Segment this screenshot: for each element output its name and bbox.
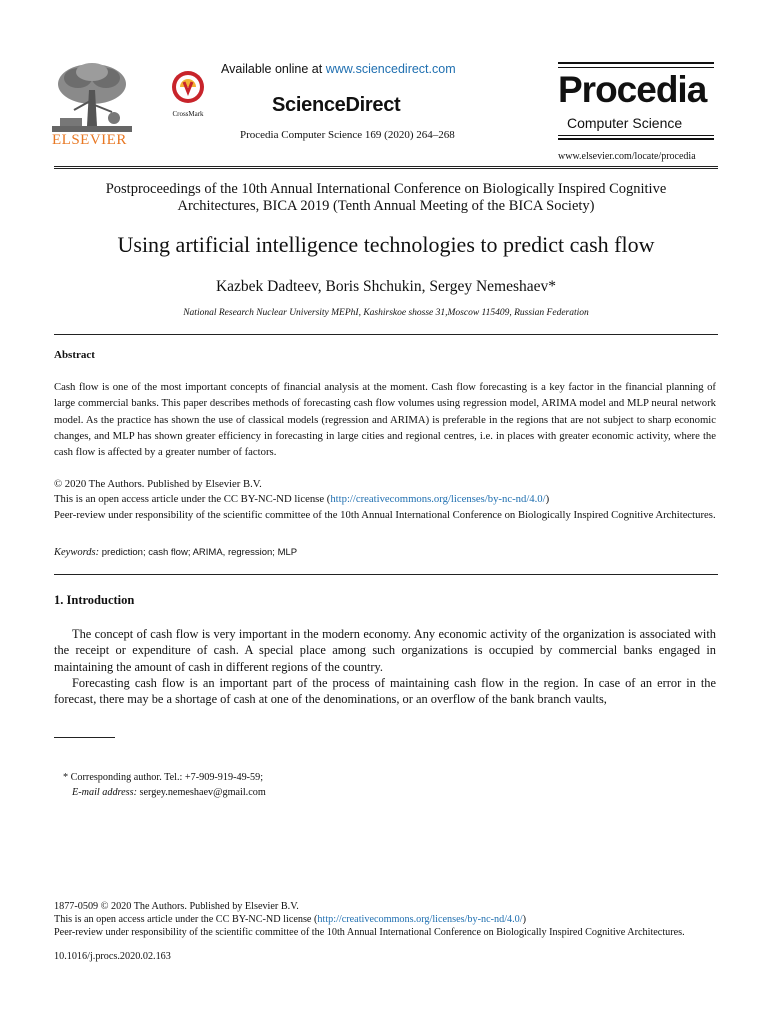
- elsevier-tree-icon: [52, 60, 132, 132]
- procedia-subtitle: Computer Science: [567, 115, 683, 131]
- available-online: [221, 62, 456, 76]
- abstract-license: [54, 493, 549, 505]
- keywords: [54, 547, 297, 558]
- footer-license-link[interactable]: http://creativecommons.org/licenses/by-nc-nd/4.0/: [317, 914, 523, 925]
- email-label: E-mail address:: [72, 787, 137, 798]
- keywords-label: Keywords:: [54, 547, 100, 558]
- footnote-rule: [54, 737, 115, 738]
- header-divider-2: [54, 168, 718, 169]
- abstract-peer-review: Peer-review under responsibility of the scientific committee of the 10th Annual International Conference on Biologically Inspired Cognitive Architectures.: [54, 509, 716, 521]
- footnote-email: [72, 787, 266, 798]
- intro-paragraph-1: The concept of cash flow is very important in the modern economy. Any economic activity of the organization is associated with the receipt or expenditure of cash. A special place among such organizations is occupied by commercial banks engaged in maintaining the amount of cash in different regions of the country.: [54, 627, 716, 674]
- elsevier-wordmark: ELSEVIER: [52, 132, 127, 148]
- conference-line-2: Architectures, BICA 2019 (Tenth Annual Meeting of the BICA Society): [177, 198, 595, 214]
- sciencedirect-link[interactable]: www.sciencedirect.com: [325, 62, 456, 76]
- footer-doi[interactable]: 10.1016/j.procs.2020.02.163: [54, 951, 171, 962]
- email-address[interactable]: sergey.nemeshaev@gmail.com: [137, 787, 266, 798]
- keywords-list: prediction; cash flow; ARIMA, regression; MLP: [99, 547, 298, 558]
- header-divider: [54, 166, 718, 167]
- footer-license-suffix: ): [522, 914, 527, 925]
- abstract-copyright: © 2020 The Authors. Published by Elsevier B.V.: [54, 478, 262, 490]
- crossmark-badge[interactable]: [166, 70, 210, 118]
- conference-line-1: Postproceedings of the 10th Annual International Conference on Biologically Inspired Cognitive: [105, 181, 667, 197]
- abstract-top-rule: [54, 334, 718, 335]
- abstract-heading: Abstract: [54, 349, 95, 361]
- abstract-license-link[interactable]: http://creativecommons.org/licenses/by-nc-nd/4.0/: [330, 493, 546, 505]
- abstract-body: Cash flow is one of the most important concepts of financial analysis at the moment. Cash flow forecasting is a key factor in the financial planning of large commercial banks. This paper describes methods of forecasting cash flow volumes using regression model, ARIMA model and MLP neural network model. As the practice has shown the use of classical models (regression and ARIMA) is preferable in the regions that are not subject to sharp economic changes, and MLP has shown greater efficiency in forecasting in large cities and regional centres, i.e. in places with greater economic activity, where the cash flow is affected by a greater number of factors.: [54, 381, 716, 459]
- affiliation: National Research Nuclear University MEPhI, Kashirskoe shosse 31,Moscow 115409, Russian Federation: [183, 308, 589, 318]
- intro-heading: 1. Introduction: [54, 593, 135, 607]
- elsevier-logo: [52, 60, 132, 152]
- crossmark-icon: [171, 70, 205, 104]
- footer-license-prefix: This is an open access article under the CC BY-NC-ND license (: [54, 914, 318, 925]
- paper-title: Using artificial intelligence technologies to predict cash flow: [117, 232, 655, 257]
- crossmark-label: CrossMark: [172, 110, 204, 118]
- procedia-title: Procedia: [558, 69, 707, 110]
- abstract-bottom-rule: [54, 574, 718, 575]
- available-prefix: Available online at: [221, 62, 326, 76]
- authors: Kazbek Dadteev, Boris Shchukin, Sergey Nemeshaev*: [215, 278, 557, 295]
- abstract-license-prefix: This is an open access article under the CC BY-NC-ND license (: [54, 493, 331, 505]
- footer-issn: 1877-0509 © 2020 The Authors. Published by Elsevier B.V.: [54, 901, 299, 912]
- sciencedirect-wordmark: ScienceDirect: [272, 94, 401, 116]
- intro-paragraph-2: Forecasting cash flow is an important part of the process of maintaining cash flow in the region. In case of an error in the forecast, there may be a shortage of cash at one of the denominations, or an overflow of the bank branch vaults,: [54, 676, 716, 707]
- footer-peer-review: Peer-review under responsibility of the scientific committee of the 10th Annual International Conference on Biologically Inspired Cognitive Architectures.: [54, 927, 685, 938]
- footer-license: [54, 914, 526, 925]
- journal-reference: Procedia Computer Science 169 (2020) 264–268: [240, 129, 455, 141]
- abstract-license-suffix: ): [545, 493, 550, 505]
- footnote-corresponding: * Corresponding author. Tel.: +7-909-919-49-59;: [63, 772, 264, 783]
- procedia-logo: [558, 62, 714, 140]
- procedia-url[interactable]: www.elsevier.com/locate/procedia: [558, 151, 696, 162]
